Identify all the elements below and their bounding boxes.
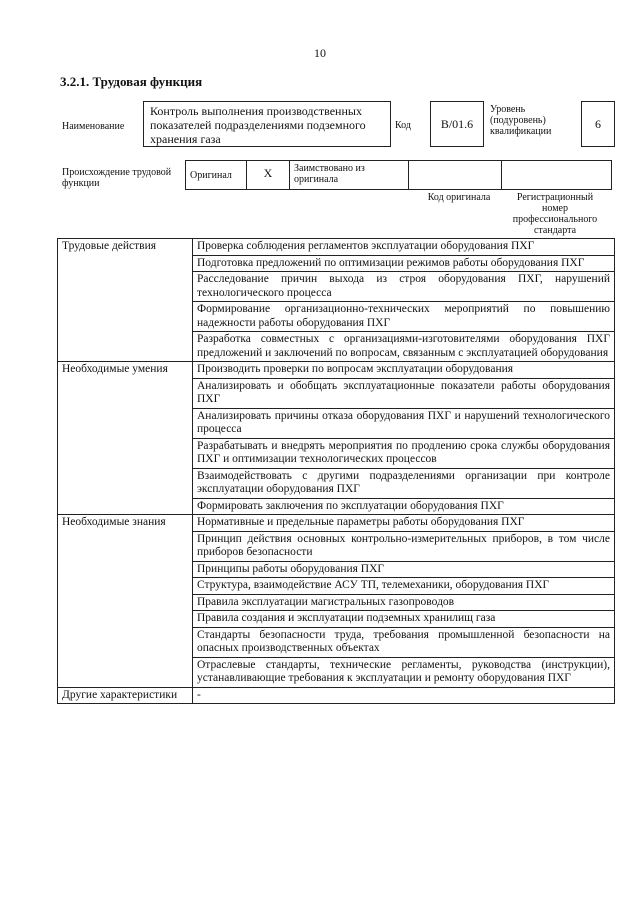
item-cell: Анализировать причины отказа оборудования ПХГ и нарушений технологического процесса	[193, 408, 615, 438]
item-cell: -	[193, 687, 615, 704]
competency-table	[57, 238, 615, 704]
item-cell: Расследование причин выхода из строя оборудования ПХГ, нарушений технологического процесса	[193, 272, 615, 302]
function-code-box: B/01.6	[430, 101, 484, 147]
category-cell: Необходимые знания	[58, 515, 193, 688]
borrowed-cell: Заимствовано из оригинала	[289, 160, 409, 190]
qualification-level-box: 6	[581, 101, 615, 147]
page-number: 10	[314, 46, 326, 60]
item-cell: Принцип действия основных контрольно-измерительных приборов, в том числе приборов безопасности	[193, 531, 615, 561]
item-cell: Стандарты безопасности труда, требования промышленной безопасности на опасных производственных объектах	[193, 627, 615, 657]
name-label: Наименование	[62, 121, 125, 132]
item-cell: Разрабатывать и внедрять мероприятия по продлению срока службы оборудования ПХГ и оптимизации технологических процессов	[193, 438, 615, 468]
item-cell: Отраслевые стандарты, технические регламенты, руководства (инструкции), устанавливающие требования к эксплуатации и ремонту оборудования ПХГ	[193, 657, 615, 687]
reg-number-cell	[501, 160, 612, 190]
item-cell: Взаимодействовать с другими подразделениями организации при контроле эксплуатации оборудования ПХГ	[193, 468, 615, 498]
item-cell: Формирование организационно-технических мероприятий по повышению надежности работы оборудования ПХГ	[193, 302, 615, 332]
reg-number-caption: Регистрационный номер профессионального стандарта	[512, 192, 598, 236]
item-cell: Анализировать и обобщать эксплуатационные показатели работы оборудования ПХГ	[193, 378, 615, 408]
code-original-caption: Код оригинала	[427, 192, 491, 203]
code-label: Код	[395, 120, 411, 131]
function-name-box: Контроль выполнения производственных показателей подразделениями подземного хранения газа	[143, 101, 391, 147]
level-label: Уровень (подуровень) квалификации	[490, 104, 552, 137]
origin-row	[185, 160, 615, 190]
original-mark-cell: X	[246, 160, 290, 190]
item-cell: Структура, взаимодействие АСУ ТП, телемеханики, оборудования ПХГ	[193, 578, 615, 595]
item-cell: Принципы работы оборудования ПХГ	[193, 561, 615, 578]
table-row	[58, 362, 615, 379]
original-cell: Оригинал	[185, 160, 247, 190]
item-cell: Разработка совместных с организациями-изготовителями оборудования ПХГ предложений и заключений по вопросам, связанным с эксплуатацией оборудования	[193, 332, 615, 362]
code-original-cell	[408, 160, 502, 190]
item-cell: Производить проверки по вопросам эксплуатации оборудования	[193, 362, 615, 379]
table-row	[58, 687, 615, 704]
item-cell: Формировать заключения по эксплуатации оборудования ПХГ	[193, 498, 615, 515]
item-cell: Правила эксплуатации магистральных газопроводов	[193, 594, 615, 611]
category-cell: Необходимые умения	[58, 362, 193, 515]
category-cell: Трудовые действия	[58, 239, 193, 362]
item-cell: Нормативные и предельные параметры работы оборудования ПХГ	[193, 515, 615, 532]
category-cell: Другие характеристики	[58, 687, 193, 704]
item-cell: Проверка соблюдения регламентов эксплуатации оборудования ПХГ	[193, 239, 615, 256]
table-row	[58, 515, 615, 532]
item-cell: Подготовка предложений по оптимизации режимов работы оборудования ПХГ	[193, 255, 615, 272]
item-cell: Правила создания и эксплуатации подземных хранилищ газа	[193, 611, 615, 628]
origin-label: Происхождение трудовой функции	[62, 167, 172, 189]
table-row	[58, 239, 615, 256]
section-title: 3.2.1. Трудовая функция	[60, 74, 203, 89]
